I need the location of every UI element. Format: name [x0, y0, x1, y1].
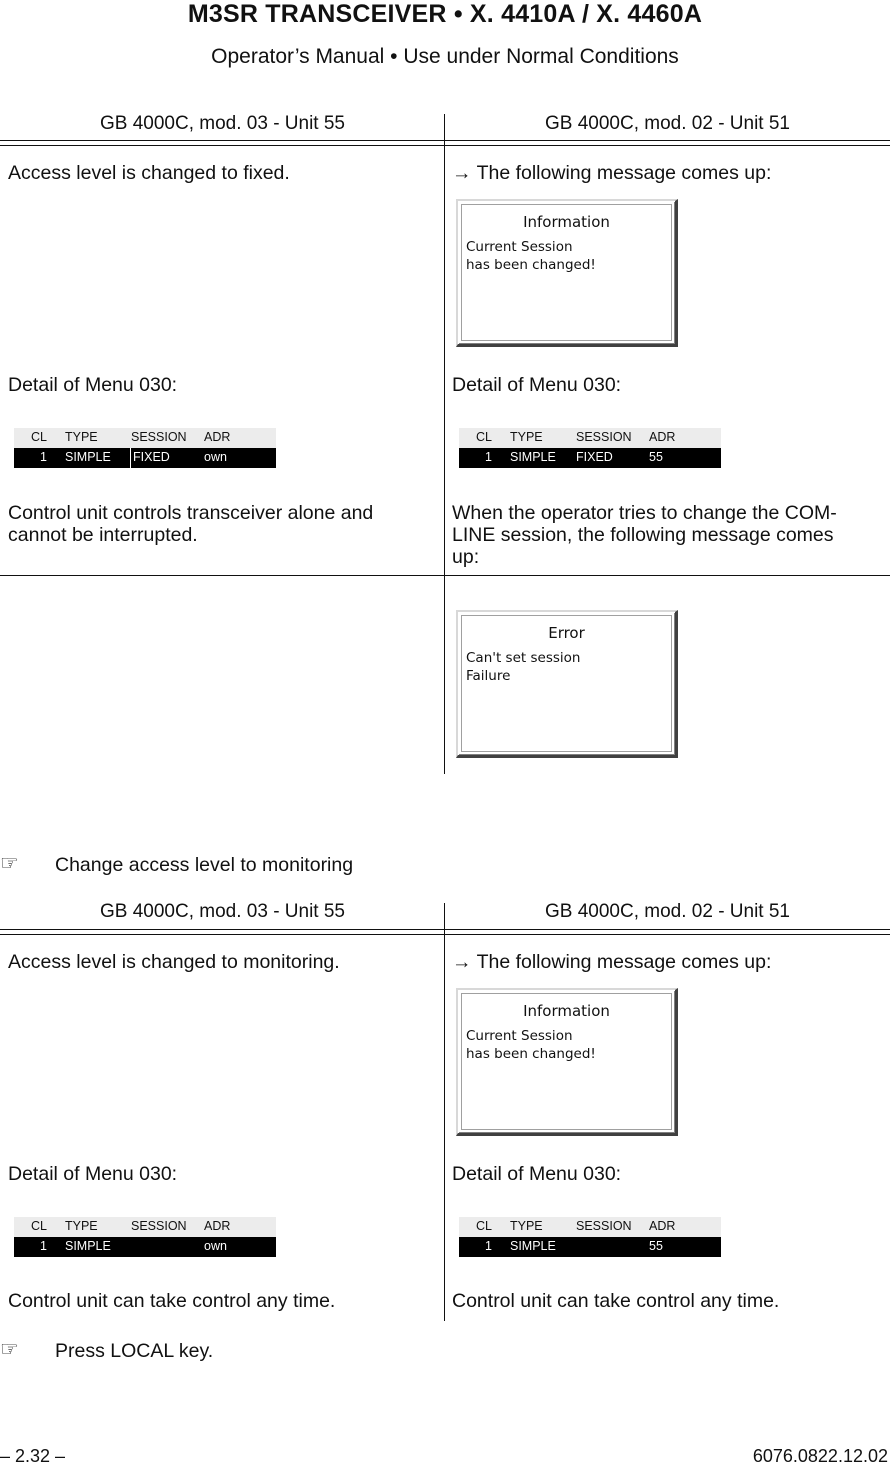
section2-column-divider — [444, 903, 445, 1321]
menu-030-detail — [14, 1217, 276, 1253]
col-type-header: TYPE — [65, 430, 98, 444]
cell-adr: 55 — [649, 450, 663, 464]
col-type-header: TYPE — [510, 1219, 543, 1233]
error-dialog — [456, 610, 678, 758]
col-type-header: TYPE — [65, 1219, 98, 1233]
page-number: – 2.32 – — [0, 1446, 66, 1466]
information-dialog — [456, 988, 678, 1136]
section2-left-detail-label: Detail of Menu 030: — [8, 1163, 178, 1185]
section1-left-heading: GB 4000C, mod. 03 - Unit 55 — [99, 113, 345, 134]
step-instruction: Press LOCAL key. — [55, 1340, 214, 1362]
section1-left-note-line1: Control unit controls transceiver alone and — [8, 502, 374, 524]
cell-session: FIXED — [576, 450, 613, 464]
col-type-header: TYPE — [510, 430, 543, 444]
col-adr-header: ADR — [204, 1219, 231, 1233]
section1-right-heading: GB 4000C, mod. 02 - Unit 51 — [544, 113, 790, 134]
section1-right-text: → The following message comes up: — [452, 162, 772, 184]
section2-left-heading: GB 4000C, mod. 03 - Unit 55 — [99, 901, 345, 922]
cell-adr: own — [204, 1239, 227, 1253]
col-session-header: SESSION — [576, 430, 632, 444]
cell-type: SIMPLE — [510, 1239, 556, 1253]
section1-divider-top — [0, 140, 890, 141]
menu-030-detail — [459, 428, 721, 464]
col-adr-header: ADR — [204, 430, 231, 444]
section2-divider-top-2 — [0, 934, 890, 935]
section1-right-detail-label: Detail of Menu 030: — [452, 374, 622, 396]
section2-divider-top — [0, 929, 890, 930]
pointing-hand-icon: ☞ — [0, 1338, 19, 1361]
section1-column-divider — [444, 114, 445, 774]
dialog-message-line: has been changed! — [466, 257, 596, 273]
menu-030-detail — [14, 428, 276, 464]
dialog-message-line: Current Session — [466, 239, 573, 255]
col-cl-header: CL — [31, 430, 47, 444]
cell-cl: 1 — [40, 450, 47, 464]
dialog-title: Information — [523, 1002, 610, 1020]
cell-cl: 1 — [40, 1239, 47, 1253]
col-session-header: SESSION — [131, 430, 187, 444]
cell-type: SIMPLE — [65, 450, 111, 464]
section2-right-text: → The following message comes up: — [452, 951, 772, 973]
cell-cl: 1 — [485, 1239, 492, 1253]
information-dialog — [456, 199, 678, 347]
section2-left-note: Control unit can take control any time. — [8, 1290, 336, 1312]
page-title: M3SR TRANSCEIVER • X. 4410A / X. 4460A — [187, 0, 703, 28]
dialog-message-line: Failure — [466, 668, 511, 684]
section1-left-detail-label: Detail of Menu 030: — [8, 374, 178, 396]
step-instruction: Change access level to monitoring — [55, 854, 354, 876]
section2-right-detail-label: Detail of Menu 030: — [452, 1163, 622, 1185]
document-number: 6076.0822.12.02 — [752, 1446, 888, 1466]
dialog-title: Error — [548, 624, 585, 642]
dialog-message-line: Can't set session — [466, 650, 581, 666]
section1-row-divider — [0, 575, 890, 576]
col-cl-header: CL — [476, 1219, 492, 1233]
col-session-header: SESSION — [131, 1219, 187, 1233]
col-adr-header: ADR — [649, 430, 676, 444]
cell-type: SIMPLE — [65, 1239, 111, 1253]
section2-right-heading: GB 4000C, mod. 02 - Unit 51 — [544, 901, 790, 922]
cell-cl: 1 — [485, 450, 492, 464]
menu-030-detail — [459, 1217, 721, 1253]
section1-right-note-line2: LINE session, the following message comes — [452, 524, 834, 546]
section1-left-text: Access level is changed to fixed. — [8, 162, 290, 184]
section1-right-note-line1: When the operator tries to change the COM- — [452, 502, 837, 524]
cell-separator — [130, 448, 131, 468]
col-cl-header: CL — [476, 430, 492, 444]
cell-adr: 55 — [649, 1239, 663, 1253]
dialog-message-line: Current Session — [466, 1028, 573, 1044]
pointing-hand-icon: ☞ — [0, 852, 19, 875]
dialog-message-line: has been changed! — [466, 1046, 596, 1062]
page-subtitle: Operator’s Manual • Use under Normal Conditions — [211, 45, 679, 68]
col-adr-header: ADR — [649, 1219, 676, 1233]
cell-type: SIMPLE — [510, 450, 556, 464]
col-cl-header: CL — [31, 1219, 47, 1233]
dialog-title: Information — [523, 213, 610, 231]
cell-session: FIXED — [133, 450, 170, 464]
section1-right-note-line3: up: — [452, 546, 480, 568]
section1-left-note-line2: cannot be interrupted. — [8, 524, 198, 546]
section2-left-text: Access level is changed to monitoring. — [8, 951, 340, 973]
cell-adr: own — [204, 450, 227, 464]
section2-right-note: Control unit can take control any time. — [452, 1290, 780, 1312]
section1-divider-top-2 — [0, 145, 890, 146]
col-session-header: SESSION — [576, 1219, 632, 1233]
